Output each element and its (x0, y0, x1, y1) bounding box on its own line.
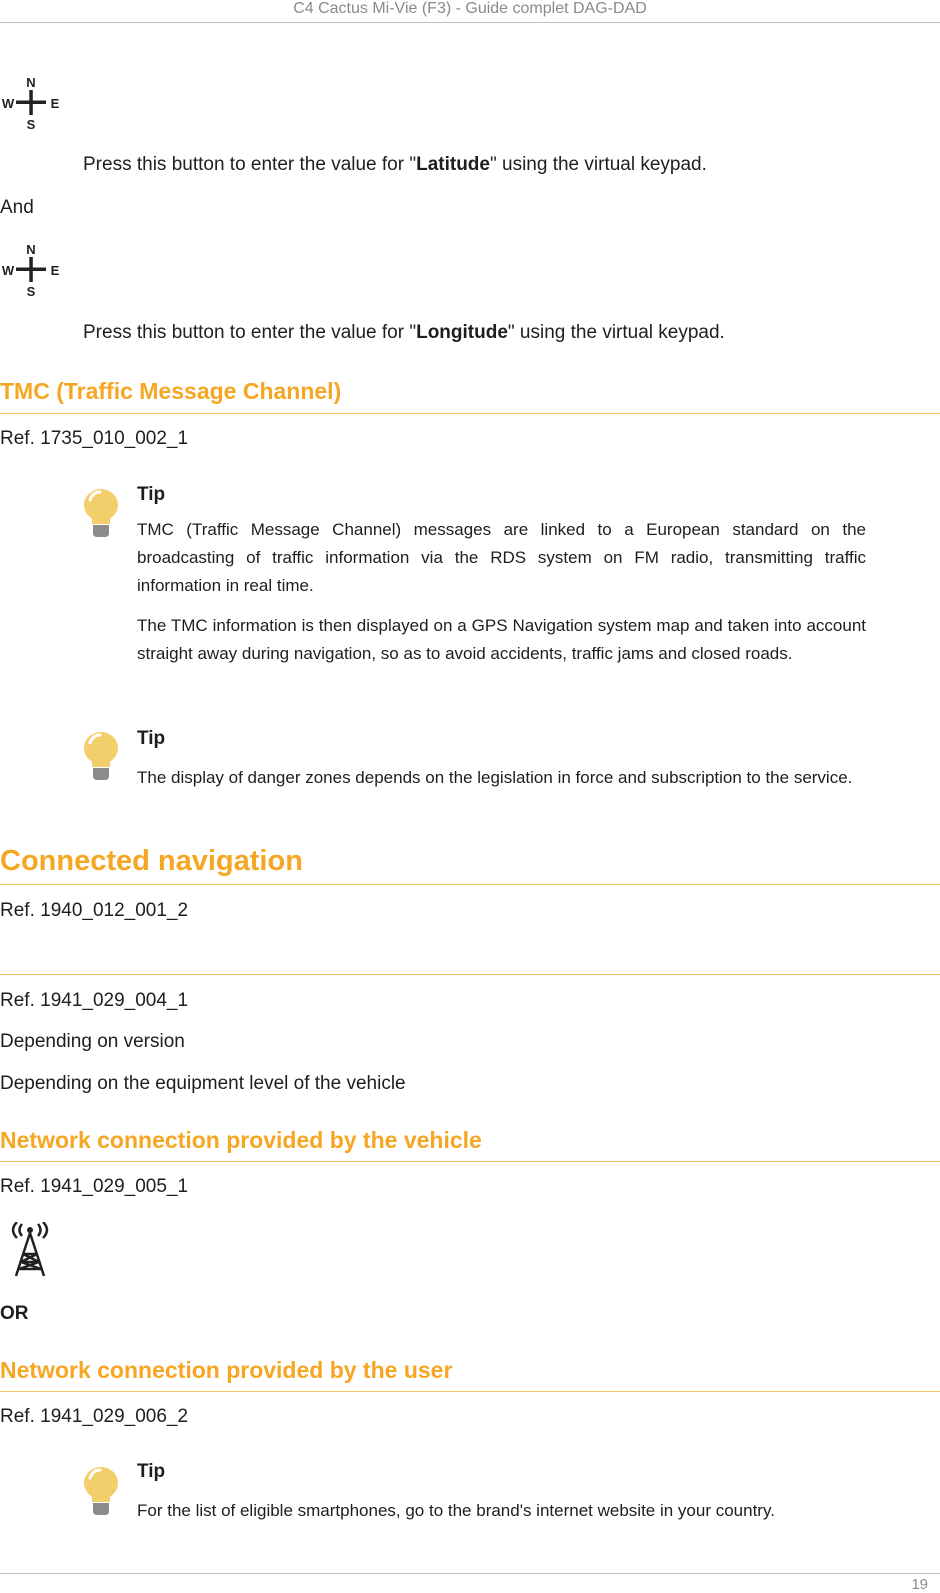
header-divider (0, 22, 940, 23)
lightbulb-icon (82, 1466, 120, 1516)
tip-title: Tip (137, 1461, 166, 1482)
compass-w: W (1, 263, 15, 278)
user-divider (0, 1391, 940, 1392)
compass-button-longitude[interactable] (0, 241, 62, 299)
equipment-note: Depending on the equipment level of the vehicle (0, 1073, 406, 1094)
tip-paragraph: For the list of eligible smartphones, go to the brand's internet website in your country. (137, 1501, 775, 1520)
page-number: 19 (911, 1576, 928, 1593)
vehicle-divider (0, 1161, 940, 1162)
compass-s: S (26, 117, 36, 132)
tmc-ref: Ref. 1735_010_002_1 (0, 428, 189, 449)
vehicle-network-heading: Network connection provided by the vehicle (0, 1127, 482, 1153)
vehicle-ref: Ref. 1941_029_005_1 (0, 1176, 189, 1197)
compass-w: W (1, 96, 15, 111)
compass-n: N (26, 242, 36, 257)
connected-navigation-heading: Connected navigation (0, 845, 303, 877)
tip-title: Tip (137, 484, 166, 505)
connected-ref: Ref. 1940_012_001_2 (0, 900, 189, 921)
footer-divider (0, 1573, 940, 1574)
compass-icon (0, 241, 62, 299)
version-note: Depending on version (0, 1031, 185, 1052)
tip-title: Tip (137, 728, 166, 749)
connected-divider-2 (0, 974, 940, 975)
lightbulb-icon (82, 488, 120, 538)
antenna-icon (8, 1222, 52, 1278)
connected-divider (0, 884, 940, 885)
tip-paragraph: The display of danger zones depends on the legislation in force and subscription to the service. (137, 768, 853, 787)
running-header: C4 Cactus Mi-Vie (F3) - Guide complet DAG-DAD (293, 0, 647, 17)
compass-e: E (50, 96, 60, 111)
lightbulb-icon (82, 731, 120, 781)
compass-e: E (50, 263, 60, 278)
user-ref: Ref. 1941_029_006_2 (0, 1406, 189, 1427)
compass-s: S (26, 284, 36, 299)
tmc-heading: TMC (Traffic Message Channel) (0, 378, 342, 404)
tip-paragraph: TMC (Traffic Message Channel) messages are linked to a European standard on the broadcasting of traffic information via the RDS system on FM radio, transmitting traffic information in real time. (137, 520, 866, 595)
and-text: And (0, 197, 34, 218)
tmc-divider (0, 413, 940, 414)
compass-icon (0, 74, 62, 132)
or-text: OR (0, 1303, 29, 1324)
user-network-heading: Network connection provided by the user (0, 1357, 453, 1383)
compass-button-latitude[interactable] (0, 74, 62, 132)
tip-paragraph: The TMC information is then displayed on a GPS Navigation system map and taken into account straight away during navigation, so as to avoid accidents, traffic jams and closed roads. (137, 616, 866, 663)
connected-ref-2: Ref. 1941_029_004_1 (0, 990, 189, 1011)
latitude-instruction: Press this button to enter the value for "Latitude" using the virtual keypad. (83, 154, 707, 175)
longitude-instruction: Press this button to enter the value for "Longitude" using the virtual keypad. (83, 322, 725, 343)
compass-n: N (26, 75, 36, 90)
